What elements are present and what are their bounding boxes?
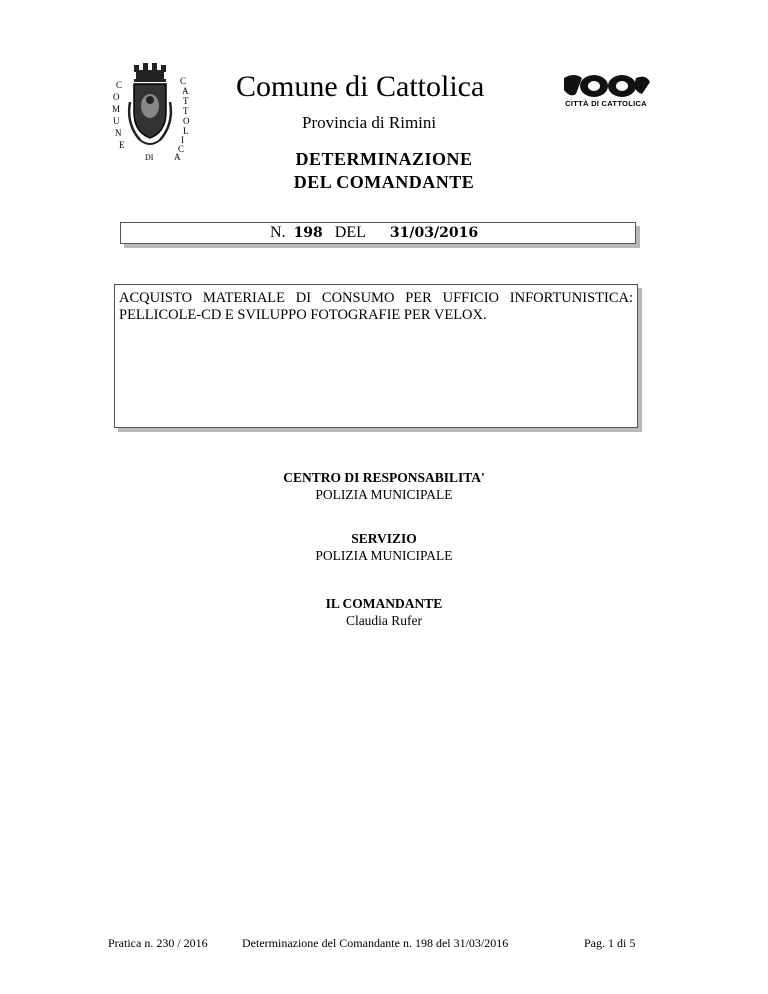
servizio-label: SERVIZIO (351, 531, 417, 546)
number-date-line (270, 224, 478, 242)
page-subtitle: Provincia di Rimini (302, 113, 437, 132)
comune-crest-icon (104, 62, 196, 162)
document-heading-line2: DEL COMANDANTE (293, 172, 475, 192)
comandante-label: IL COMANDANTE (325, 596, 443, 611)
svg-text:DI: DI (145, 153, 154, 162)
svg-text:N: N (115, 128, 122, 138)
page-title: Comune di Cattolica (236, 70, 485, 103)
document-heading-line1: DETERMINAZIONE (295, 149, 473, 169)
servizio-value: POLIZIA MUNICIPALE (315, 548, 453, 563)
centro-label: CENTRO DI RESPONSABILITA' (283, 470, 485, 485)
svg-text:A: A (174, 152, 181, 162)
footer-pratica: Pratica n. 230 / 2016 (108, 936, 208, 950)
svg-text:O: O (113, 92, 120, 102)
determination-date: 31/03/2016 (389, 225, 479, 241)
svg-text:I: I (181, 135, 184, 145)
subject-text: ACQUISTO MATERIALE DI CONSUMO PER UFFICIO INFORTUNISTICA: PELLICOLE-CD E SVILUPPO FOTOGRAFIE PER VELOX. (119, 290, 633, 323)
svg-text:C: C (180, 76, 187, 86)
svg-text:C: C (178, 144, 185, 154)
logo-text: CITTÀ DI CATTOLICA (565, 99, 647, 108)
comandante-name: Claudia Rufer (345, 613, 423, 628)
svg-text:U: U (113, 116, 120, 126)
svg-text:O: O (183, 116, 190, 126)
footer-description: Determinazione del Comandante n. 198 del 31/03/2016 (242, 936, 509, 950)
determination-number: 198 (293, 225, 323, 241)
crest-left-letter: C (116, 80, 123, 90)
svg-text:T: T (183, 106, 189, 116)
svg-text:M: M (112, 104, 121, 114)
del-label: DEL (334, 224, 366, 241)
centro-value: POLIZIA MUNICIPALE (315, 487, 453, 502)
svg-text:A: A (182, 86, 189, 96)
footer-page-number: Pag. 1 di 5 (584, 936, 636, 950)
svg-text:L: L (183, 126, 189, 136)
svg-text:E: E (119, 140, 125, 150)
svg-text:T: T (183, 96, 189, 106)
number-prefix: N. (270, 224, 286, 241)
